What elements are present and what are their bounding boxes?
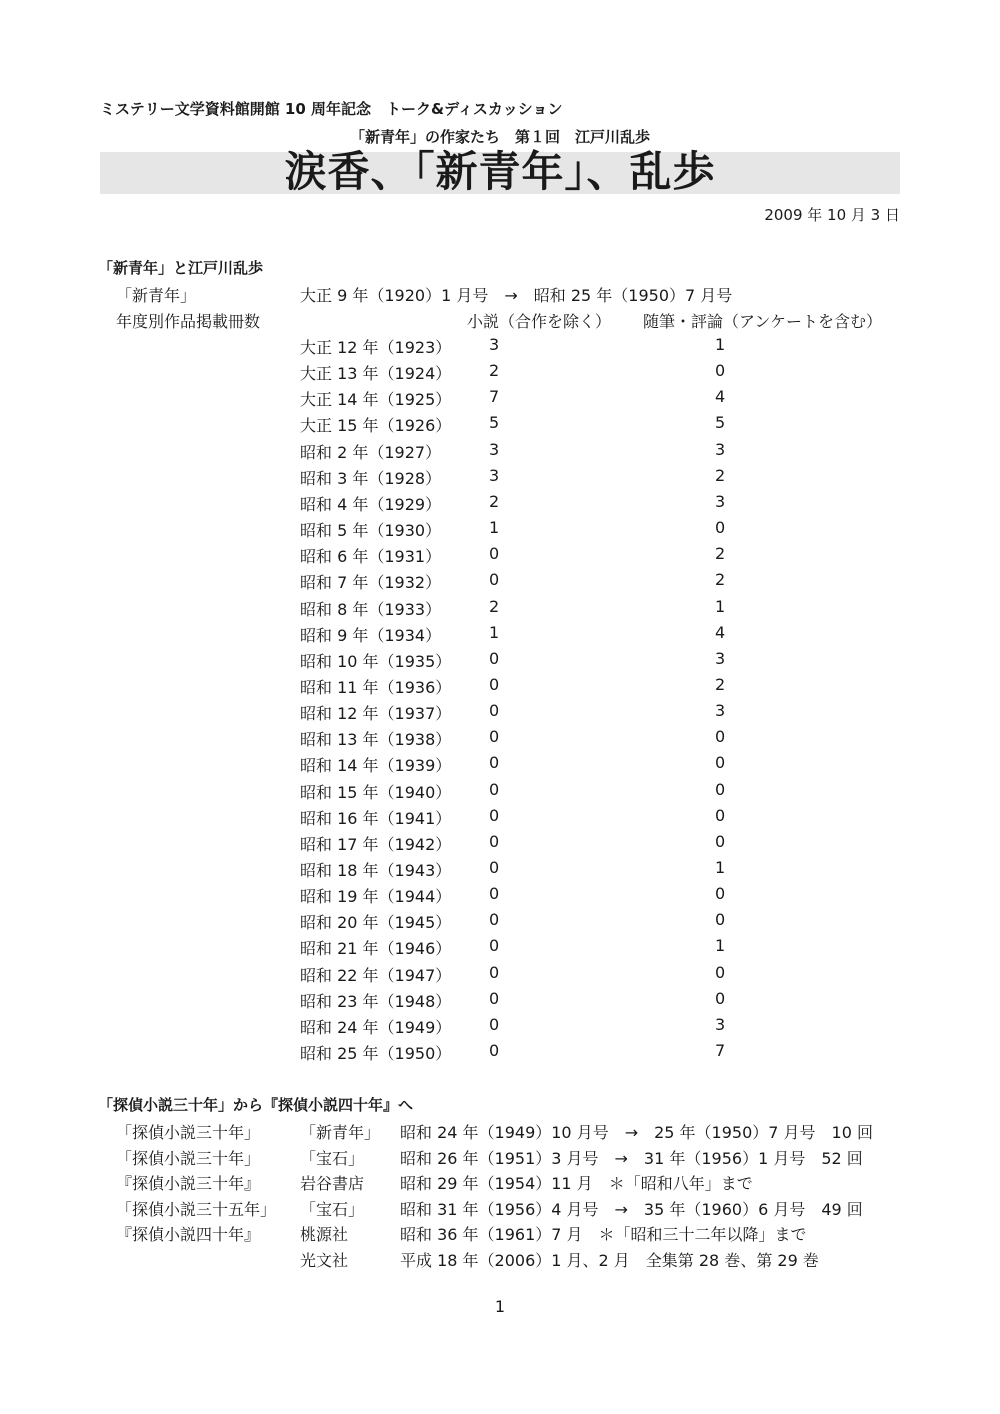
row-year: 大正 15 年（1926）: [300, 416, 452, 436]
row-year: 昭和 19 年（1944）: [300, 887, 452, 907]
novel-count: 0: [489, 570, 500, 590]
essay-count: 0: [715, 753, 726, 773]
table-row: [0, 466, 1000, 492]
list-item: [0, 1197, 1000, 1223]
row-year: 昭和 5 年（1930）: [300, 521, 442, 541]
essay-count: 3: [715, 1014, 726, 1034]
table-row: [0, 963, 1000, 989]
publication-detail: 昭和 31 年（1956）4 月号 → 35 年（1960）6 月号 49 回: [400, 1199, 863, 1219]
row-year: 大正 13 年（1924）: [300, 364, 452, 384]
essay-count: 0: [715, 962, 726, 982]
row-year: 昭和 22 年（1947）: [300, 965, 452, 985]
table-row: [0, 753, 1000, 779]
essay-count: 0: [715, 884, 726, 904]
novel-count: 0: [489, 1014, 500, 1034]
row-year: 昭和 16 年（1941）: [300, 808, 452, 828]
row-year: 昭和 11 年（1936）: [300, 677, 452, 697]
table-row: [0, 1015, 1000, 1041]
novel-count: 1: [489, 518, 500, 538]
table-row: [0, 858, 1000, 884]
publication-venue: 岩谷書店: [300, 1174, 365, 1194]
document-date: 2009 年 10 月 3 日: [764, 206, 900, 224]
row-year: 大正 14 年（1925）: [300, 390, 452, 410]
publication-venue: 「宝石」: [300, 1199, 365, 1219]
table-row: [0, 335, 1000, 361]
row-year: 昭和 10 年（1935）: [300, 651, 452, 671]
table-row: [0, 544, 1000, 570]
list-item: [0, 1120, 1000, 1146]
essay-count: 2: [715, 674, 726, 694]
table-row: [0, 936, 1000, 962]
page-number: 1: [494, 1297, 506, 1316]
novel-count: 0: [489, 805, 500, 825]
row-year: 昭和 23 年（1948）: [300, 991, 452, 1011]
novel-count: 0: [489, 988, 500, 1008]
novel-count: 0: [489, 674, 500, 694]
novel-count: 0: [489, 831, 500, 851]
publication-venue: 「宝石」: [300, 1148, 365, 1168]
row-year: 昭和 7 年（1932）: [300, 573, 442, 593]
table-row: [0, 361, 1000, 387]
table-row: [0, 1041, 1000, 1067]
novel-count: 0: [489, 910, 500, 930]
publication-detail: 昭和 29 年（1954）11 月 ＊「昭和八年」まで: [400, 1174, 753, 1194]
essay-count: 0: [715, 831, 726, 851]
table-row: [0, 518, 1000, 544]
table-row: [0, 884, 1000, 910]
novel-count: 2: [489, 361, 500, 381]
row-year: 昭和 21 年（1946）: [300, 939, 452, 959]
row-year: 昭和 17 年（1942）: [300, 834, 452, 854]
table-row: [0, 727, 1000, 753]
novel-count: 0: [489, 936, 500, 956]
row-year: 大正 12 年（1923）: [300, 338, 452, 357]
novel-count: 0: [489, 753, 500, 773]
row-year: 昭和 20 年（1945）: [300, 913, 452, 933]
row-year: 昭和 25 年（1950）: [300, 1044, 452, 1064]
essay-count: 0: [715, 361, 726, 381]
essay-count: 0: [715, 805, 726, 825]
novel-count: 0: [489, 779, 500, 799]
table-row: [0, 597, 1000, 623]
novel-count: 0: [489, 727, 500, 747]
essay-count: 3: [715, 439, 726, 459]
essay-count: 3: [715, 701, 726, 721]
table-row: [0, 780, 1000, 806]
work-title: 「探偵小説三十年」: [116, 1123, 261, 1142]
list-item: [0, 1171, 1000, 1197]
publication-venue: 「新青年」: [300, 1123, 381, 1142]
table-row: [0, 413, 1000, 439]
row-year: 昭和 13 年（1938）: [300, 730, 452, 750]
row-year: 昭和 15 年（1940）: [300, 782, 452, 802]
essay-count: 2: [715, 570, 726, 590]
novel-count: 5: [489, 413, 500, 433]
novel-count: 1: [489, 622, 500, 642]
essay-count: 3: [715, 491, 726, 511]
work-title: 『探偵小説三十年』: [116, 1174, 261, 1194]
novel-count: 7: [489, 387, 500, 407]
essay-count: 1: [715, 596, 726, 616]
essay-count: 1: [715, 936, 726, 956]
row-year: 昭和 9 年（1934）: [300, 625, 442, 645]
novel-count: 0: [489, 858, 500, 877]
table-row: [0, 492, 1000, 518]
table-row: [0, 440, 1000, 466]
table-row: [0, 701, 1000, 727]
work-title: 『探偵小説四十年』: [116, 1225, 261, 1245]
table-row: [0, 649, 1000, 675]
row-year: 昭和 8 年（1933）: [300, 599, 442, 619]
novel-count: 0: [489, 648, 500, 668]
essay-count: 0: [715, 727, 726, 747]
list-item: [0, 1222, 1000, 1248]
magazine-label: 「新青年」: [116, 286, 197, 305]
publication-detail: 平成 18 年（2006）1 月、2 月 全集第 28 巻、第 29 巻: [400, 1251, 819, 1270]
essay-count: 1: [715, 858, 726, 877]
table-row: [0, 806, 1000, 832]
essay-count: 5: [715, 413, 726, 433]
essay-count: 7: [715, 1041, 726, 1061]
work-title: 「探偵小説三十年」: [116, 1148, 261, 1168]
publication-detail: 昭和 24 年（1949）10 月号 → 25 年（1950）7 月号 10 回: [400, 1123, 873, 1142]
list-item: [0, 1248, 1000, 1274]
essay-count: 0: [715, 518, 726, 538]
event-title: ミステリー文学資料館開館 10 周年記念 トーク&ディスカッション: [100, 100, 563, 118]
publication-venue: 桃源社: [300, 1225, 349, 1245]
row-year: 昭和 12 年（1937）: [300, 704, 452, 724]
essay-count: 0: [715, 779, 726, 799]
essay-count: 0: [715, 988, 726, 1008]
novel-count: 2: [489, 491, 500, 511]
novel-count: 3: [489, 335, 500, 354]
table-row: [0, 387, 1000, 413]
publication-detail: 昭和 36 年（1961）7 月 ＊「昭和三十二年以降」まで: [400, 1225, 807, 1245]
page-title: 涙香、「新青年」、乱歩: [284, 147, 716, 196]
work-title: 「探偵小説三十五年」: [116, 1199, 277, 1219]
novel-count: 3: [489, 439, 500, 459]
essay-count: 1: [715, 335, 726, 354]
table-row: [0, 623, 1000, 649]
row-year: 昭和 14 年（1939）: [300, 756, 452, 776]
row-year: 昭和 3 年（1928）: [300, 468, 442, 488]
publication-detail: 昭和 26 年（1951）3 月号 → 31 年（1956）1 月号 52 回: [400, 1148, 863, 1168]
section-heading-memoirs: 「探偵小説三十年」から『探偵小説四十年』へ: [98, 1096, 414, 1114]
publication-venue: 光文社: [300, 1251, 349, 1270]
essay-count: 2: [715, 544, 726, 564]
novel-count: 2: [489, 596, 500, 616]
section-heading-shinseinen: 「新青年」と江戸川乱歩: [98, 259, 264, 277]
novel-count: 0: [489, 1041, 500, 1061]
essay-count: 4: [715, 387, 726, 407]
row-year: 昭和 4 年（1929）: [300, 494, 442, 514]
magazine-publication-span: 大正 9 年（1920）1 月号 → 昭和 25 年（1950）7 月号: [300, 286, 733, 305]
column-header-novels: 小説（合作を除く）: [467, 312, 612, 331]
list-item: [0, 1146, 1000, 1172]
table-row: [0, 989, 1000, 1015]
row-year: 昭和 6 年（1931）: [300, 547, 442, 567]
novel-count: 0: [489, 962, 500, 982]
novel-count: 0: [489, 884, 500, 904]
table-row: [0, 832, 1000, 858]
row-year: 昭和 18 年（1943）: [300, 861, 452, 880]
column-header-essays: 随筆・評論（アンケートを含む）: [643, 312, 883, 331]
series-subtitle: 「新青年」の作家たち 第１回 江戸川乱歩: [349, 128, 650, 146]
row-year: 昭和 2 年（1927）: [300, 442, 442, 462]
novel-count: 3: [489, 465, 500, 485]
novel-count: 0: [489, 544, 500, 564]
novel-count: 0: [489, 701, 500, 721]
row-year: 昭和 24 年（1949）: [300, 1017, 452, 1037]
essay-count: 2: [715, 465, 726, 485]
count-table-label: 年度別作品掲載冊数: [116, 312, 261, 331]
essay-count: 0: [715, 910, 726, 930]
table-row: [0, 675, 1000, 701]
table-row: [0, 570, 1000, 596]
table-row: [0, 910, 1000, 936]
essay-count: 3: [715, 648, 726, 668]
essay-count: 4: [715, 622, 726, 642]
